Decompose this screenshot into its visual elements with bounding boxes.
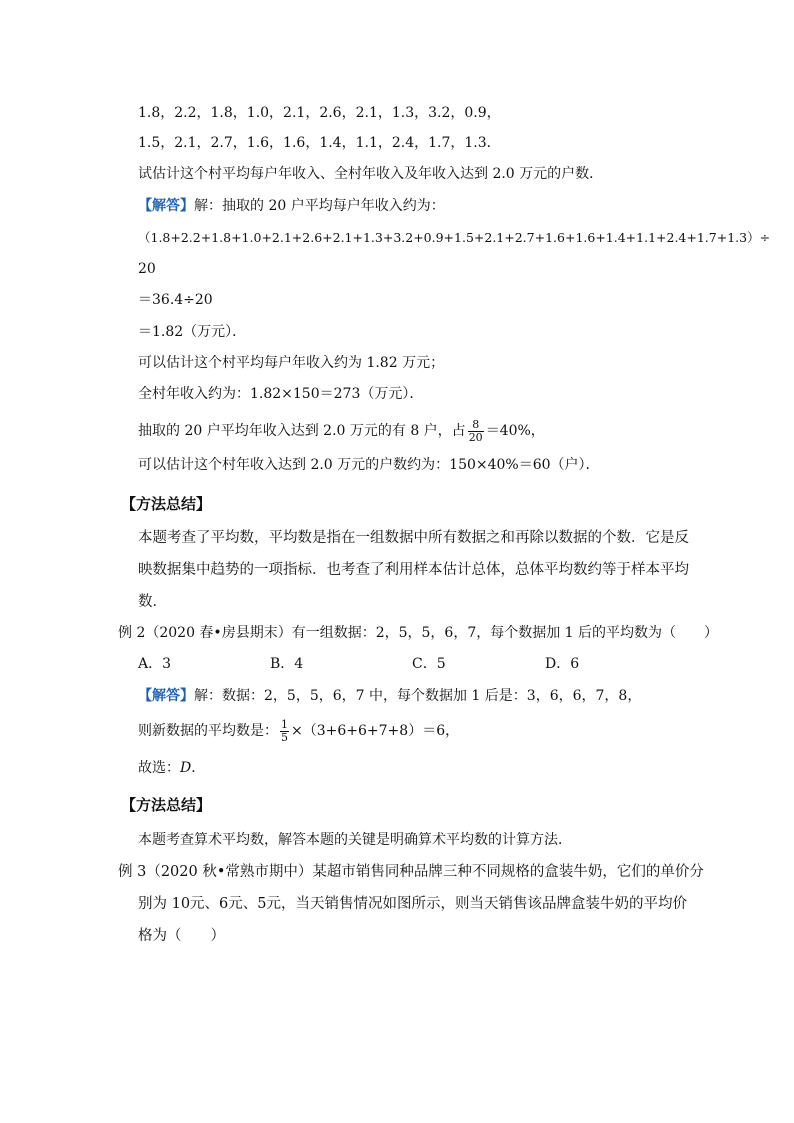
example-3-line-3: 格为（ ）	[138, 928, 225, 944]
summary-2-text: 本题考查算术平均数，解答本题的关键是明确算术平均数的计算方法．	[138, 832, 572, 848]
example-2-solution-line-1	[138, 686, 641, 706]
ratio-fraction	[468, 419, 484, 444]
answer-tag-2: 【解答】	[138, 688, 194, 704]
data-row-1: 1.8，2.2，1.8，1.0，2.1，2.6，2.1，1.3，3.2，0.9，	[138, 105, 501, 121]
example-2-option-a: A．3	[138, 656, 172, 672]
mean-suffix: ×（3+6+6+7+8）＝6，	[291, 723, 460, 739]
choice-suffix: ．	[191, 760, 206, 776]
example-2-solution-line-2	[138, 716, 459, 746]
solution-1-divisor: 20	[138, 261, 156, 277]
mean-numerator: 1	[281, 717, 288, 731]
example-3-line-1: 例 3（2020 秋•常熟市期中）某超市销售同种品牌三种不同规格的盒装牛奶，它们的单价分	[118, 864, 704, 880]
mean-denominator: 5	[281, 730, 288, 744]
choice-letter: D	[180, 760, 192, 776]
mean-fraction	[280, 719, 289, 744]
method-summary-title-1: 【方法总结】	[121, 495, 212, 513]
summary-1-line-1: 本题考查了平均数，平均数是指在一组数据中所有数据之和再除以数据的个数．它是反	[138, 530, 689, 546]
summary-1-line-2: 映数据集中趋势的一项指标．也考查了利用样本估计总体，总体平均数约等于样本平均	[138, 562, 689, 578]
example-2-question: 例 2（2020 春•房县期末）有一组数据：2，5，5，6，7，每个数据加 1 后的平均数为（ ）	[118, 625, 719, 641]
choice-prefix: 故选：	[138, 760, 180, 776]
solution-1-sum-expression: （1.8+2.2+1.8+1.0+2.1+2.6+2.1+1.3+3.2+0.9+1.5+2.1+2.7+1.6+1.6+1.4+1.1+2.4+1.7+1.3）÷	[138, 230, 771, 245]
example-2-option-c: C．5	[412, 656, 446, 672]
data-row-2: 1.5，2.1，2.7，1.6，1.6，1.4，1.1，2.4，1.7，1.3．	[138, 135, 501, 151]
solution-1-households: 可以估计这个村年收入达到 2.0 万元的户数约为：150×40%＝60（户）．	[138, 457, 600, 473]
ratio-suffix: ＝40%，	[485, 423, 545, 439]
solution-1-intro: 解：抽取的 20 户平均每户年收入约为：	[194, 198, 445, 214]
ratio-denominator: 20	[468, 430, 483, 444]
ratio-prefix: 抽取的 20 户平均年收入达到 2.0 万元的有 8 户，占	[138, 423, 466, 439]
method-summary-title-2: 【方法总结】	[121, 796, 212, 814]
answer-tag: 【解答】	[138, 198, 194, 214]
example-2-choice	[138, 758, 205, 778]
example-2-solution-text: 解：数据：2，5，5，6，7 中，每个数据加 1 后是：3，6，6，7，8，	[194, 688, 642, 704]
solution-1-step-1: ＝36.4÷20	[138, 292, 213, 308]
solution-1-intro-line	[138, 196, 445, 216]
question-1-text: 试估计这个村平均每户年收入、全村年收入及年收入达到 2.0 万元的户数．	[138, 166, 604, 182]
example-3-line-2: 别为 10元、6元、5元，当天销售情况如图所示，则当天销售该品牌盒装牛奶的平均价	[138, 896, 688, 912]
solution-1-total: 全村年收入约为：1.82×150＝273（万元）．	[138, 386, 424, 402]
mean-prefix: 则新数据的平均数是：	[138, 723, 278, 739]
summary-1-line-3: 数．	[138, 594, 167, 610]
ratio-numerator: 8	[468, 419, 484, 432]
solution-1-average: 可以估计这个村平均每户年收入约为 1.82 万元；	[138, 355, 445, 371]
solution-1-ratio-line	[138, 416, 545, 446]
example-2-option-d: D．6	[545, 656, 580, 672]
solution-1-step-2: ＝1.82（万元）．	[138, 324, 247, 340]
example-2-option-b: B．4	[270, 656, 304, 672]
